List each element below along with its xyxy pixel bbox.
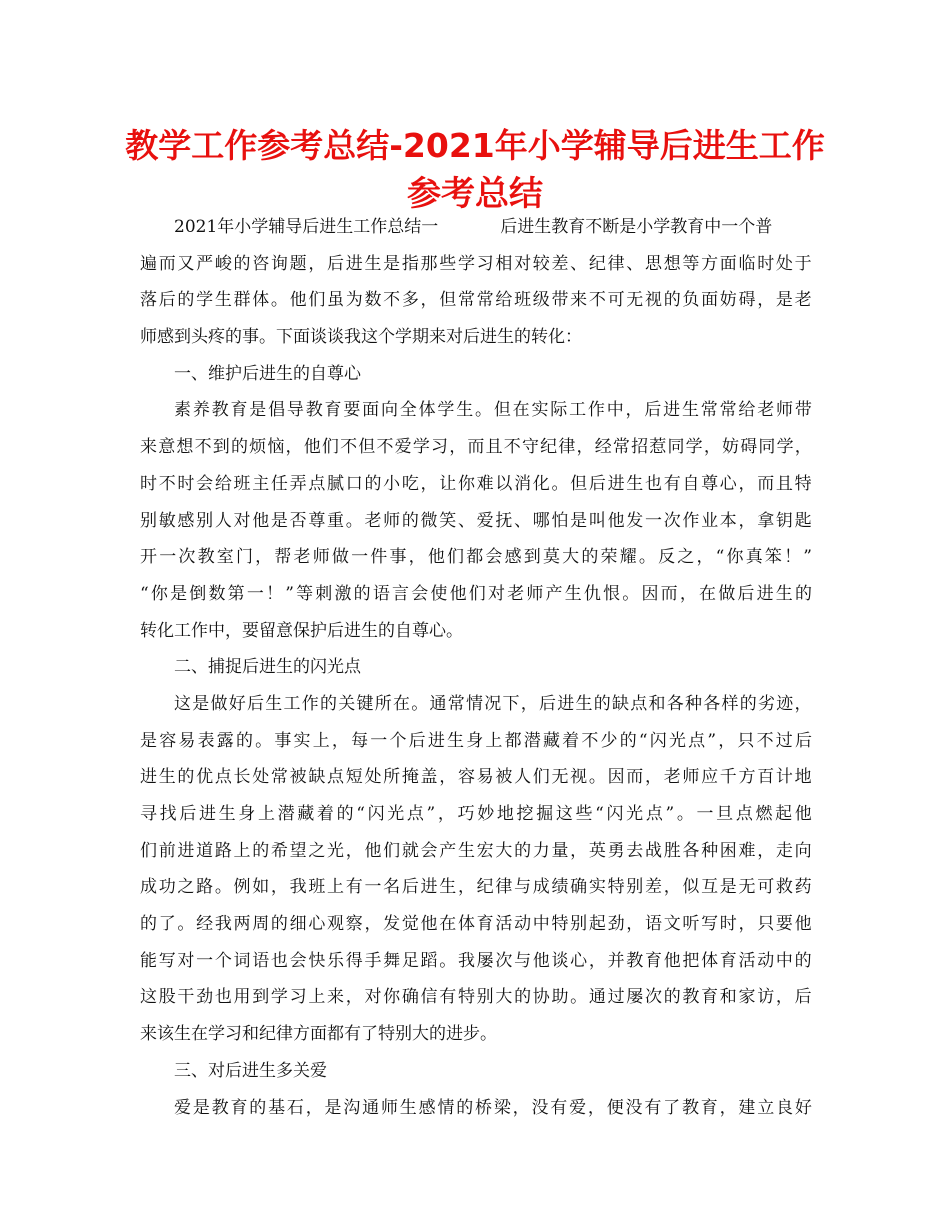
paragraph-line [140,429,812,466]
line-text: 遍 而 又 严 峻 的 咨 询 题 ， 后 进 生 是 指 那 些 学 习 相 对 较 差 、 纪 律 、 思 想 等 方 面 临 时 处 于 [140,253,812,274]
paragraph-line [140,466,812,503]
line-text: “ 你 是 倒 数 第 一 ！ ” 等 刺 激 的 语 言 会 使 他 们 对 老 师 产 生 仇 恨 。 因 而 ， 在 做 后 进 生 的 [140,583,812,604]
paragraph-line [140,1090,812,1127]
section-heading [140,649,812,686]
line-text: 能 写 对 一 个 词 语 也 会 快 乐 得 手 舞 足 蹈 。 我 屡 次 与 他 谈 心 ， 并 教 育 他 把 体 育 活 动 中 的 [140,950,812,971]
section-heading-text: 二、捕捉后进生的闪光点 [174,657,361,678]
line-text: 这 是 做 好 后 生 工 作 的 关 键 所 在 。 通 常 情 况 下 ， 后 进 生 的 缺 点 和 各 种 各 样 的 劣 迹 ， [174,693,812,714]
line-text: 转化工作中，要留意保护后进生的自尊心。 [140,620,463,641]
paragraph-line [140,906,812,943]
intro-text: 后进生教育不断是小学教育中一个普 [500,217,773,237]
line-text: 进 生 的 优 点 长 处 常 被 缺 点 短 处 所 掩 盖 ， 容 易 被 人 们 无 视 。 因 而 ， 老 师 应 千 方 百 计 地 [140,767,812,788]
document-title-line-1: 教学工作参考总结-2021年小学辅导后进生工作 [125,126,825,165]
paragraph-line [140,319,812,356]
intro-heading-text: 2021年小学辅导后进生工作总结一 [174,217,439,237]
paragraph-line [140,246,812,283]
paragraph-line [140,1016,812,1053]
line-text: 落 后 的 学 生 群 体 。 他 们 虽 为 数 不 多 ， 但 常 常 给 班 级 带 来 不 可 无 视 的 负 面 妨 碍 ， 是 老 [140,290,812,311]
paragraph-line [140,943,812,980]
paragraph-line [140,979,812,1016]
paragraph-line [140,209,812,246]
line-text: 来 意 想 不 到 的 烦 恼 ， 他 们 不 但 不 爱 学 习 ， 而 且 不 守 纪 律 ， 经 常 招 惹 同 学 ， 妨 碍 同 学 ， [140,437,812,458]
paragraph-line [140,539,812,576]
line-text: 来该生在学习和纪律方面都有了特别大的进步。 [140,1024,497,1045]
paragraph-line [140,796,812,833]
section-heading [140,1053,812,1090]
paragraph-line [140,576,812,613]
section-heading-text: 三、对后进生多关爱 [174,1060,327,1081]
line-text: 开 一 次 教 室 门 ， 帮 老 师 做 一 件 事 ， 他 们 都 会 感 到 莫 大 的 荣 耀 。 反 之 ， “ 你 真 笨 ！ ” [140,547,812,568]
paragraph-line [140,282,812,319]
line-text: 时 不 时 会 给 班 主 任 弄 点 腻 口 的 小 吃 ， 让 你 难 以 消 化 。 但 后 进 生 也 有 自 尊 心 ， 而 且 特 [140,473,812,494]
line-text: 师感到头疼的事。下面谈谈我这个学期来对后进生的转化： [140,327,582,348]
paragraph-line [140,392,812,429]
line-text: 们 前 进 道 路 上 的 希 望 之 光 ， 他 们 就 会 产 生 宏 大 的 力 量 ， 英 勇 去 战 胜 各 种 困 难 ， 走 向 [140,840,812,861]
paragraph-line [140,503,812,540]
paragraph-line [140,833,812,870]
line-text: 别 敏 感 别 人 对 他 是 否 尊 重 。 老 师 的 微 笑 、 爱 抚 、 哪 怕 是 叫 他 发 一 次 作 业 本 ， 拿 钥 匙 [140,510,812,531]
line-text: 的 了 。 经 我 两 周 的 细 心 观 察 ， 发 觉 他 在 体 育 活 动 中 特 别 起 劲 ， 语 文 听 写 时 ， 只 要 他 [140,914,812,935]
paragraph-line [140,613,812,650]
document-title-line-2: 参考总结 [407,174,543,214]
line-text: 素 养 教 育 是 倡 导 教 育 要 面 向 全 体 学 生 。 但 在 实 际 工 作 中 ， 后 进 生 常 常 给 老 师 带 [174,400,812,421]
line-text: 是 容 易 表 露 的 。 事 实 上 ， 每 一 个 后 进 生 身 上 都 潜 藏 着 不 少 的 “ 闪 光 点 ” ， 只 不 过 后 [140,730,812,751]
section-heading-text: 一、维护后进生的自尊心 [174,363,361,384]
line-text: 爱 是 教 育 的 基 石 ， 是 沟 通 师 生 感 情 的 桥 梁 ， 没 有 爱 ， 便 没 有 了 教 育 ， 建 立 良 好 [174,1097,812,1118]
paragraph-line [140,723,812,760]
document-body [140,209,812,1126]
line-text: 成 功 之 路 。 例 如 ， 我 班 上 有 一 名 后 进 生 ， 纪 律 与 成 绩 确 实 特 别 差 ， 似 互 是 无 可 救 药 [140,877,812,898]
paragraph-line [140,759,812,796]
line-text: 这 股 干 劲 也 用 到 学 习 上 来 ， 对 你 确 信 有 特 别 大 的 协 助 。 通 过 屡 次 的 教 育 和 家 访 ， 后 [140,987,812,1008]
paragraph-line [140,869,812,906]
paragraph-line [140,686,812,723]
line-text: 寻 找 后 进 生 身 上 潜 藏 着 的 “ 闪 光 点 ” ， 巧 妙 地 挖 掘 这 些 “ 闪 光 点 ” 。 一 旦 点 燃 起 他 [140,804,812,824]
section-heading [140,356,812,393]
